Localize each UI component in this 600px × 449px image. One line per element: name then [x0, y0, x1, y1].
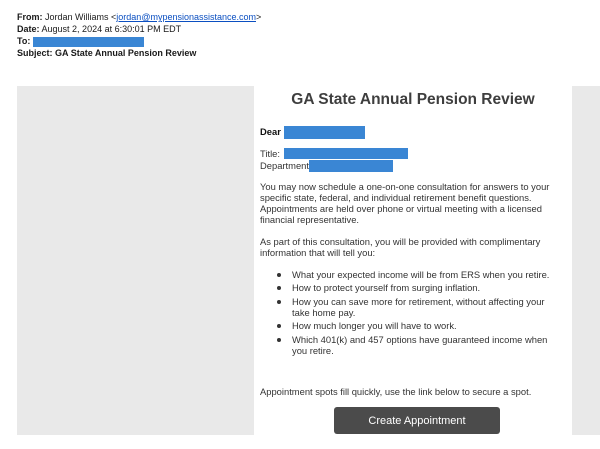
from-label: From: — [17, 12, 43, 22]
benefit-list — [254, 269, 572, 358]
from-row — [17, 11, 261, 23]
department-redaction — [309, 160, 393, 172]
paragraph-consultation: You may now schedule a one-on-one consultation for answers to your specific state, federal, and individual retirement benefit questions. Appointments are held over phone or virtual meeting with a licensed financial representative. — [260, 181, 550, 225]
subject-label: Subject: — [17, 48, 53, 58]
from-close: > — [256, 12, 262, 22]
bullet-icon — [277, 286, 281, 290]
date-value: August 2, 2024 at 6:30:01 PM EDT — [41, 24, 182, 34]
title-label: Title: — [260, 148, 280, 159]
to-redaction — [33, 37, 144, 47]
department-label: Department — [260, 160, 309, 171]
bullet-icon — [277, 324, 281, 328]
subject-row — [17, 47, 261, 59]
paragraph-information: As part of this consultation, you will be provided with complimentary information that will tell you: — [260, 236, 541, 258]
email-header — [17, 11, 261, 59]
bullet-icon — [277, 273, 281, 277]
paragraph-appointment-note: Appointment spots fill quickly, use the link below to secure a spot. — [260, 386, 532, 397]
subject-value: GA State Annual Pension Review — [55, 48, 197, 58]
list-item-text: How to protect yourself from surging inflation. — [292, 282, 481, 294]
list-item — [254, 296, 560, 318]
list-item — [254, 334, 560, 356]
create-appointment-button[interactable]: Create Appointment — [334, 407, 500, 434]
date-row — [17, 23, 261, 35]
list-item — [254, 320, 560, 331]
from-name: Jordan Williams < — [45, 12, 117, 22]
to-row — [17, 35, 261, 47]
left-gray-panel — [17, 86, 254, 435]
body-title: GA State Annual Pension Review — [291, 91, 535, 108]
list-item-text: How much longer you will have to work. — [292, 320, 457, 332]
date-label: Date: — [17, 24, 40, 34]
right-gray-panel — [572, 86, 600, 435]
title-redaction — [284, 148, 408, 159]
list-item-text: What your expected income will be from ERS when you retire. — [292, 269, 550, 280]
dear-redaction — [284, 126, 365, 139]
list-item-text: How you can save more for retirement, without affecting your take home pay. — [292, 295, 545, 318]
bullet-icon — [277, 300, 281, 304]
to-label: To: — [17, 36, 31, 46]
email-body — [254, 86, 572, 435]
list-item — [254, 269, 560, 280]
dear-label: Dear — [260, 126, 281, 137]
list-item-text: Which 401(k) and 457 options have guaranteed income when you retire. — [292, 333, 548, 356]
list-item — [254, 282, 560, 293]
from-address-link[interactable]: jordan@mypensionassistance.com — [116, 12, 256, 22]
bullet-icon — [277, 338, 281, 342]
